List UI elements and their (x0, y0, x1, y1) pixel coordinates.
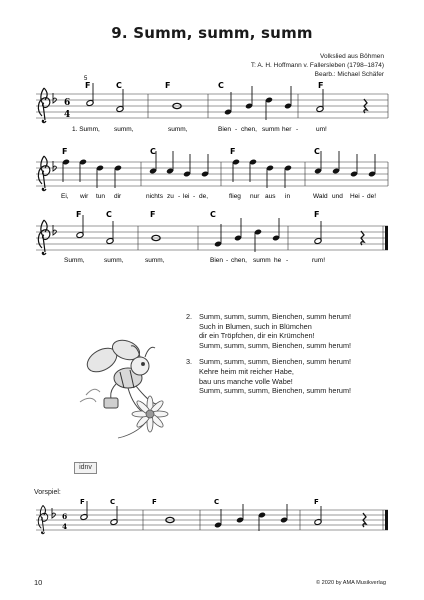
svg-text:F: F (150, 210, 156, 219)
flat-key-icon (53, 161, 56, 171)
svg-text:6: 6 (64, 98, 71, 108)
svg-text:F: F (314, 498, 319, 506)
svg-text:C: C (106, 210, 112, 219)
svg-text:he: he (274, 257, 282, 264)
verse-3 (186, 357, 396, 395)
svg-text:F: F (314, 210, 320, 219)
svg-text:F: F (62, 147, 68, 156)
svg-text:in: in (285, 193, 291, 200)
svg-text:F: F (152, 498, 157, 506)
svg-text:de,: de, (199, 193, 209, 200)
verse-2 (186, 312, 396, 350)
svg-text:um!: um! (316, 126, 327, 133)
svg-text:Bien: Bien (218, 126, 232, 133)
verse-line: Kehre heim mit reicher Habe, (199, 366, 294, 376)
svg-text:Ei,: Ei, (61, 193, 69, 200)
svg-text:Bien: Bien (210, 257, 224, 264)
svg-text:F: F (165, 81, 171, 90)
lyrics-system-3 (64, 257, 325, 264)
svg-text:Hei: Hei (350, 193, 360, 200)
svg-text:chen,: chen, (231, 257, 247, 264)
notes-system-1 (86, 83, 367, 120)
svg-text:-: - (296, 126, 299, 133)
flat-key-icon (52, 508, 55, 518)
flower-illustration (118, 396, 168, 438)
verses (186, 312, 396, 403)
svg-text:-: - (362, 193, 365, 200)
verse-line: bau uns manche volle Wabe! (199, 376, 293, 386)
svg-text:-: - (286, 257, 289, 264)
svg-text:C: C (314, 147, 320, 156)
svg-text:dir: dir (114, 193, 122, 200)
svg-text:her: her (282, 126, 292, 133)
svg-text:C: C (210, 210, 216, 219)
svg-text:summ,: summ, (114, 126, 134, 133)
copyright-notice: © 2020 by AMA Musikverlag (315, 580, 386, 586)
idnv-logo: idnv (74, 462, 97, 474)
svg-text:C: C (116, 81, 122, 90)
svg-text:Wald: Wald (313, 193, 328, 200)
svg-text:-: - (235, 126, 238, 133)
svg-text:wir: wir (80, 193, 89, 200)
verse-line: Summ, summ, summ, Bienchen, summ herum! (199, 312, 352, 321)
verse-line: Summ, summ, summ, Bienchen, summ herum! (199, 357, 352, 367)
staff-system-3 (36, 210, 388, 264)
lyrics-system-2 (61, 193, 376, 200)
notes-system-2 (62, 151, 376, 188)
staff-system-2 (36, 147, 388, 200)
svg-text:und: und (332, 193, 343, 200)
svg-text:Summ,: Summ, (64, 257, 85, 264)
credit-text-author: T: A. H. Hoffmann v. Fallersleben (1798–1874) (250, 62, 384, 69)
svg-text:summ,: summ, (168, 126, 188, 133)
treble-clef-icon (38, 156, 49, 191)
verse-line: Summ, summ, summ, Bienchen, summ herum! (199, 340, 352, 350)
chords-system-1 (85, 81, 323, 90)
svg-text:summ,: summ, (104, 257, 124, 264)
chords-system-2 (62, 147, 320, 156)
svg-text:nichts: nichts (146, 193, 163, 200)
verse-line: dir ein Tröpfchen, dir ein Krümchen! (199, 331, 315, 341)
bee-illustration (80, 337, 156, 414)
svg-text:F: F (318, 81, 324, 90)
svg-text:4: 4 (62, 522, 68, 531)
svg-text:summ: summ (262, 126, 280, 133)
svg-text:rum!: rum! (312, 257, 325, 264)
svg-text:summ: summ (253, 257, 271, 264)
svg-text:summ,: summ, (145, 257, 165, 264)
notes-system-3 (76, 215, 364, 252)
chords-vorspiel (80, 498, 319, 506)
measure-number: 5 (84, 76, 88, 82)
treble-clef-icon (38, 88, 49, 123)
flat-key-icon (53, 93, 56, 103)
staff-system-1 (36, 76, 388, 133)
vorspiel-label: Vorspiel: (34, 489, 61, 496)
svg-text:nur: nur (250, 193, 260, 200)
svg-text:-: - (193, 193, 196, 200)
svg-text:de!: de! (367, 193, 377, 200)
svg-text:C: C (218, 81, 224, 90)
verse-number: 2. (186, 312, 193, 321)
svg-text:chen,: chen, (241, 126, 257, 133)
svg-text:4: 4 (64, 110, 71, 120)
svg-text:-: - (178, 193, 181, 200)
vorspiel-staff (36, 498, 388, 534)
verse-line: Such in Blumen, such in Blümchen (199, 321, 312, 331)
svg-text:zu: zu (167, 193, 174, 200)
verse-number: 3. (186, 357, 193, 367)
svg-text:aus: aus (265, 193, 276, 200)
verse-line: Summ, summ, summ, Bienchen, summ herum! (199, 386, 352, 396)
svg-text:6: 6 (62, 512, 68, 521)
notes-vorspiel (80, 501, 366, 531)
svg-text:tun: tun (96, 193, 106, 200)
svg-text:flieg: flieg (229, 193, 241, 200)
svg-text:1. Summ,: 1. Summ, (72, 126, 100, 133)
page-number: 10 (34, 578, 43, 587)
treble-clef-icon (38, 505, 47, 533)
svg-text:F: F (85, 81, 91, 90)
lyrics-system-1 (72, 126, 327, 133)
svg-text:-: - (226, 257, 229, 264)
svg-text:F: F (230, 147, 236, 156)
svg-text:C: C (214, 498, 220, 506)
flat-key-icon (53, 225, 56, 235)
svg-text:lei: lei (183, 193, 190, 200)
svg-text:F: F (76, 210, 82, 219)
svg-text:C: C (150, 147, 156, 156)
credit-origin: Volkslied aus Böhmen (320, 53, 384, 60)
chords-system-3 (76, 210, 319, 219)
credit-arranger: Bearb.: Michael Schäfer (314, 71, 384, 78)
svg-text:C: C (110, 498, 116, 506)
song-title: 9. Summ, summ, summ (111, 24, 313, 42)
svg-text:F: F (80, 498, 85, 506)
treble-clef-icon (38, 220, 49, 255)
